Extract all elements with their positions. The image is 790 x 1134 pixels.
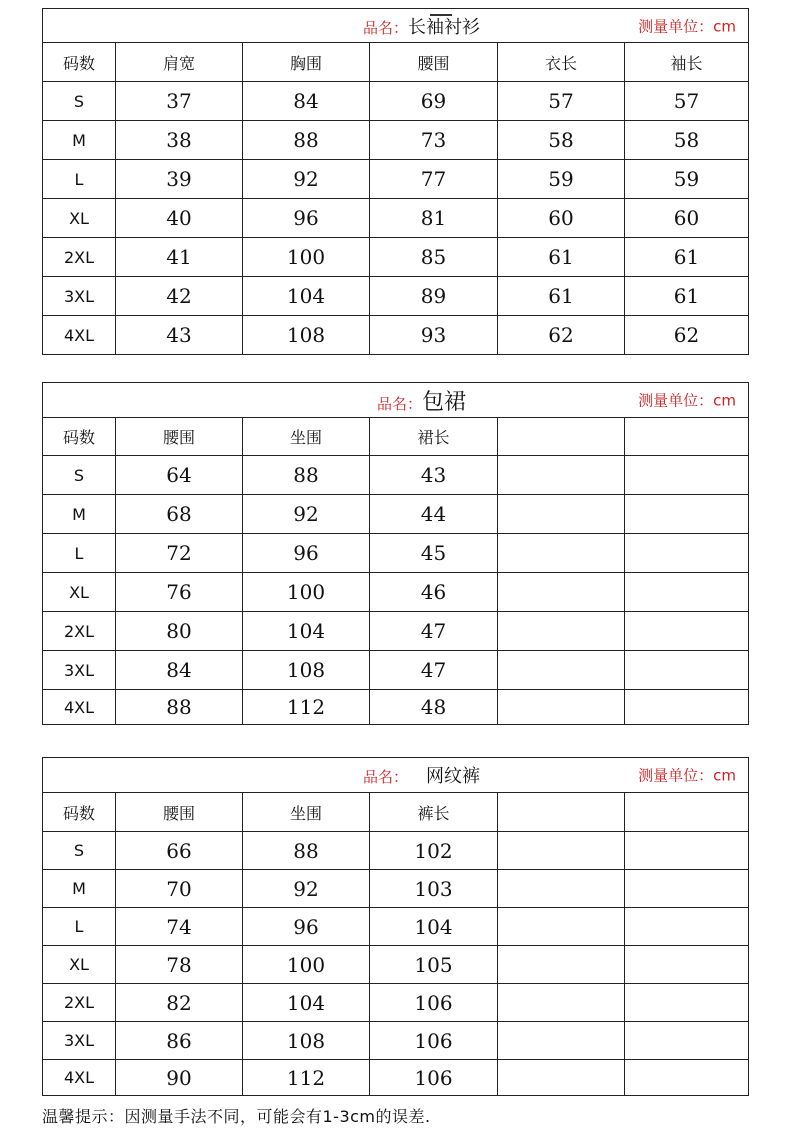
value-cell: 89 (370, 277, 498, 316)
value-cell: 57 (498, 82, 625, 121)
value-cell: 42 (116, 277, 243, 316)
value-cell: 60 (625, 199, 749, 238)
table-row (43, 199, 749, 238)
size-cell: 3XL (43, 277, 116, 316)
size-cell: 2XL (43, 612, 116, 651)
header-cell: 腰围 (116, 418, 243, 456)
value-cell: 106 (370, 1060, 498, 1096)
value-cell: 84 (116, 651, 243, 690)
measurement-note: 温馨提示：因测量手法不同，可能会有1-3cm的误差. (42, 1107, 431, 1126)
table-row (43, 946, 749, 984)
value-cell: 85 (370, 238, 498, 277)
value-cell: 88 (116, 690, 243, 725)
table-row (43, 316, 749, 355)
value-cell: 37 (116, 82, 243, 121)
value-cell: 104 (370, 908, 498, 946)
value-cell: 58 (625, 121, 749, 160)
value-cell: 70 (116, 870, 243, 908)
value-cell: 80 (116, 612, 243, 651)
value-cell (625, 946, 749, 984)
header-cell: 腰围 (116, 793, 243, 832)
value-cell: 103 (370, 870, 498, 908)
size-cell: 2XL (43, 984, 116, 1022)
size-cell: S (43, 456, 116, 495)
value-cell: 66 (116, 832, 243, 870)
header-cell: 衣长 (498, 43, 625, 82)
header-cell: 码数 (43, 418, 116, 456)
value-cell: 62 (498, 316, 625, 355)
table-row (43, 1060, 749, 1096)
value-cell: 43 (116, 316, 243, 355)
table-row (43, 160, 749, 199)
value-cell: 88 (243, 121, 370, 160)
product-name: 包裙 (422, 389, 467, 415)
size-cell: XL (43, 573, 116, 612)
value-cell: 44 (370, 495, 498, 534)
value-cell: 60 (498, 199, 625, 238)
value-cell: 61 (498, 238, 625, 277)
table-row (43, 1022, 749, 1060)
value-cell: 38 (116, 121, 243, 160)
header-row (43, 418, 749, 456)
value-cell (625, 495, 749, 534)
value-cell: 76 (116, 573, 243, 612)
size-cell: L (43, 160, 116, 199)
value-cell: 68 (116, 495, 243, 534)
value-cell (498, 908, 625, 946)
header-cell: 肩宽 (116, 43, 243, 82)
value-cell (625, 651, 749, 690)
header-cell: 袖长 (625, 43, 749, 82)
table-row (43, 121, 749, 160)
table-title (43, 383, 749, 418)
product-label: 品名： (376, 394, 422, 413)
value-cell: 62 (625, 316, 749, 355)
value-cell (498, 612, 625, 651)
product-name: 网纹裤 (426, 766, 481, 787)
value-cell (625, 534, 749, 573)
value-cell (625, 870, 749, 908)
table-row (43, 238, 749, 277)
value-cell: 106 (370, 984, 498, 1022)
value-cell: 112 (243, 690, 370, 725)
value-cell: 58 (498, 121, 625, 160)
size-cell: M (43, 121, 116, 160)
value-cell: 96 (243, 199, 370, 238)
value-cell: 104 (243, 612, 370, 651)
value-cell: 59 (625, 160, 749, 199)
header-cell (498, 793, 625, 832)
value-cell: 112 (243, 1060, 370, 1096)
table-row (43, 984, 749, 1022)
value-cell: 69 (370, 82, 498, 121)
value-cell (625, 1060, 749, 1096)
size-cell: M (43, 870, 116, 908)
value-cell: 108 (243, 651, 370, 690)
header-cell: 坐围 (243, 418, 370, 456)
size-cell: S (43, 832, 116, 870)
size-table-pants (42, 757, 749, 1096)
table-row (43, 495, 749, 534)
value-cell: 47 (370, 651, 498, 690)
table-title (43, 9, 749, 43)
size-cell: 3XL (43, 651, 116, 690)
table-row (43, 651, 749, 690)
value-cell: 72 (116, 534, 243, 573)
value-cell: 82 (116, 984, 243, 1022)
value-cell (498, 534, 625, 573)
table-row (43, 690, 749, 725)
value-cell: 46 (370, 573, 498, 612)
value-cell: 73 (370, 121, 498, 160)
value-cell: 41 (116, 238, 243, 277)
value-cell: 48 (370, 690, 498, 725)
value-cell: 104 (243, 984, 370, 1022)
table-row (43, 573, 749, 612)
header-cell: 裤长 (370, 793, 498, 832)
value-cell: 104 (243, 277, 370, 316)
table-row (43, 456, 749, 495)
value-cell (625, 612, 749, 651)
header-cell: 裙长 (370, 418, 498, 456)
value-cell (498, 495, 625, 534)
value-cell (498, 690, 625, 725)
header-cell (625, 418, 749, 456)
value-cell: 106 (370, 1022, 498, 1060)
value-cell (625, 690, 749, 725)
size-cell: XL (43, 946, 116, 984)
value-cell (498, 573, 625, 612)
value-cell (625, 456, 749, 495)
header-cell (498, 418, 625, 456)
value-cell (498, 456, 625, 495)
size-cell: 4XL (43, 316, 116, 355)
product-name: 长袖衬衫 (408, 16, 481, 38)
value-cell: 96 (243, 908, 370, 946)
value-cell: 92 (243, 870, 370, 908)
size-table-shirt (42, 8, 749, 355)
value-cell: 90 (116, 1060, 243, 1096)
size-cell: 4XL (43, 690, 116, 725)
header-row (43, 793, 749, 832)
title-row (43, 758, 749, 793)
value-cell (625, 832, 749, 870)
unit-label: 测量单位：cm (638, 391, 736, 410)
value-cell: 88 (243, 456, 370, 495)
table-row (43, 534, 749, 573)
table-row (43, 82, 749, 121)
table-row (43, 832, 749, 870)
header-cell: 码数 (43, 43, 116, 82)
size-cell: M (43, 495, 116, 534)
value-cell (625, 984, 749, 1022)
value-cell: 100 (243, 946, 370, 984)
value-cell (498, 1022, 625, 1060)
value-cell: 92 (243, 495, 370, 534)
header-cell: 胸围 (243, 43, 370, 82)
unit-label: 测量单位：cm (638, 766, 737, 785)
value-cell: 39 (116, 160, 243, 199)
value-cell: 45 (370, 534, 498, 573)
size-cell: 2XL (43, 238, 116, 277)
value-cell: 96 (243, 534, 370, 573)
value-cell: 61 (625, 238, 749, 277)
value-cell (498, 946, 625, 984)
value-cell (625, 908, 749, 946)
title-row (43, 9, 749, 43)
value-cell: 108 (243, 316, 370, 355)
value-cell (498, 651, 625, 690)
table-row (43, 870, 749, 908)
title-row (43, 383, 749, 418)
value-cell: 84 (243, 82, 370, 121)
value-cell (498, 984, 625, 1022)
table-row (43, 277, 749, 316)
value-cell: 88 (243, 832, 370, 870)
header-cell (625, 793, 749, 832)
header-cell: 码数 (43, 793, 116, 832)
value-cell: 100 (243, 573, 370, 612)
header-row (43, 43, 749, 82)
product-label: 品名： (363, 768, 409, 786)
value-cell: 81 (370, 199, 498, 238)
value-cell: 93 (370, 316, 498, 355)
value-cell: 61 (625, 277, 749, 316)
unit-label: 测量单位：cm (638, 17, 737, 35)
value-cell: 40 (116, 199, 243, 238)
value-cell (498, 832, 625, 870)
size-cell: XL (43, 199, 116, 238)
table-title (43, 758, 749, 793)
size-table-skirt (42, 382, 749, 725)
value-cell: 92 (243, 160, 370, 199)
size-cell: 4XL (43, 1060, 116, 1096)
value-cell: 61 (498, 277, 625, 316)
value-cell: 57 (625, 82, 749, 121)
value-cell: 78 (116, 946, 243, 984)
value-cell: 59 (498, 160, 625, 199)
value-cell: 102 (370, 832, 498, 870)
value-cell (498, 870, 625, 908)
header-cell: 腰围 (370, 43, 498, 82)
size-cell: 3XL (43, 1022, 116, 1060)
value-cell: 86 (116, 1022, 243, 1060)
table-row (43, 908, 749, 946)
value-cell: 64 (116, 456, 243, 495)
table-row (43, 612, 749, 651)
size-cell: S (43, 82, 116, 121)
product-label: 品名： (363, 18, 409, 37)
value-cell: 74 (116, 908, 243, 946)
value-cell: 77 (370, 160, 498, 199)
size-cell: L (43, 534, 116, 573)
value-cell: 47 (370, 612, 498, 651)
header-cell: 坐围 (243, 793, 370, 832)
value-cell (625, 1022, 749, 1060)
value-cell (498, 1060, 625, 1096)
value-cell: 108 (243, 1022, 370, 1060)
value-cell: 105 (370, 946, 498, 984)
value-cell: 100 (243, 238, 370, 277)
value-cell (625, 573, 749, 612)
value-cell: 43 (370, 456, 498, 495)
size-cell: L (43, 908, 116, 946)
